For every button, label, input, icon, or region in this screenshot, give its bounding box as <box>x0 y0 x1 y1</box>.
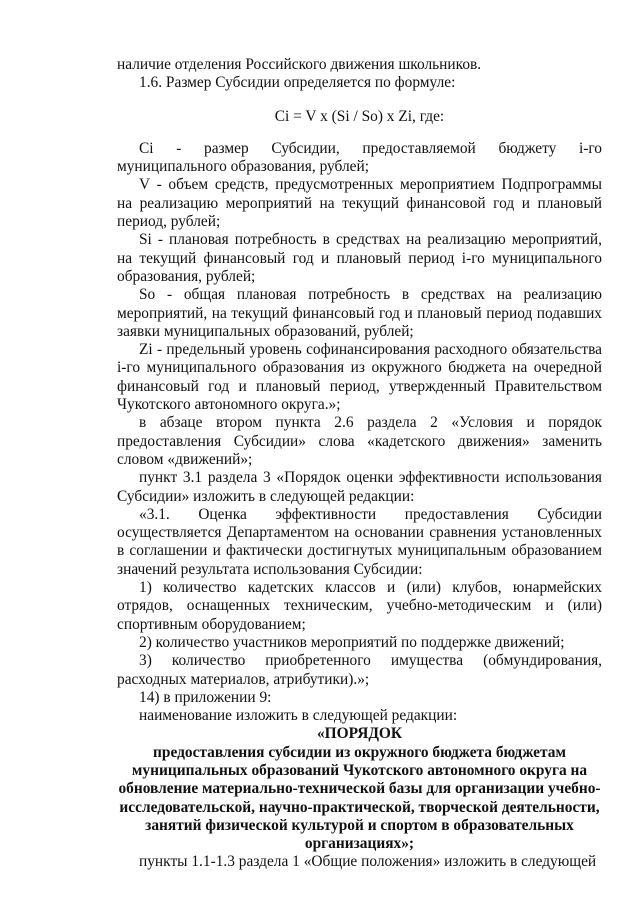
paragraph-zi-definition: Zi - предельный уровень софинансирования расходного обязательства i-го муниципального образования из окружного бюджета на очередной финансовый год и плановый период, утвержденный Правительством Чукотского автономного округа.»; <box>117 341 602 414</box>
list-item-1: 1) количество кадетских классов и (или) клубов, юнармейских отрядов, оснащенных техническим, учебно-методическим и (или) спортивным оборудованием; <box>117 579 602 633</box>
paragraph-item-2-6: в абзаце втором пункта 2.6 раздела 2 «Условия и порядок предоставления Субсидии» слова «кадетского движения» заменить словом «движений»; <box>117 414 602 468</box>
paragraph-si-definition: Si - плановая потребность в средствах на реализацию мероприятий, на текущий финансовый год и плановый период i-го муниципального образования, рублей; <box>117 231 602 285</box>
paragraph-section-1: пункты 1.1-1.3 раздела 1 «Общие положения» изложить в следующей <box>139 853 597 871</box>
list-item-3: 3) количество приобретенного имущества (обмундирования, расходных материалов, атрибутики).»; <box>117 652 602 688</box>
paragraph-appendix-9: 14) в приложении 9: <box>139 688 272 706</box>
paragraph-so-definition: So - общая плановая потребность в средствах на реализацию мероприятий, на текущий финансовый год и плановый период подавших заявки муниципальных образований, рублей; <box>117 286 602 340</box>
paragraph-3-1-text: «3.1. Оценка эффективности предоставления Субсидии осуществляется Департаментом на основании сравнения установленных в соглашении и фактически достигнутых муниципальным образованием значений результата использования Субсидии: <box>117 505 602 578</box>
formula: Ci = V x (Si / So) x Zi, где: <box>274 107 445 125</box>
paragraph-1-6: 1.6. Размер Субсидии определяется по формуле: <box>139 74 456 92</box>
list-item-2: 2) количество участников мероприятий по поддержке движений; <box>139 633 565 651</box>
paragraph-item-3-1: пункт 3.1 раздела 3 «Порядок оценки эффективности использования Субсидии» изложить в следующей редакции: <box>117 469 602 505</box>
paragraph-v-definition: V - объем средств, предусмотренных мероприятием Подпрограммы на реализацию мероприятий на текущий финансовой год и плановый период, рублей; <box>117 176 602 231</box>
paragraph-name-change: наименование изложить в следующей редакции: <box>139 707 458 725</box>
paragraph-school-movement: наличие отделения Российского движения школьников. <box>117 56 482 73</box>
paragraph-ci-definition: Ci - размер Субсидии, предоставляемой бюджету i-го муниципального образования, рублей; <box>117 139 602 176</box>
order-heading <box>117 725 602 853</box>
order-heading-subtitle: предоставления субсидии из окружного бюджета бюджетам муниципальных образований Чукотского автономного округа на обновление материально-технической базы для организации учебно-исследовательской, научно-практической, творческой деятельности, занятий физической культурой и спортом в образовательных организациях»; <box>118 743 601 853</box>
order-heading-title: «ПОРЯДОК <box>316 725 403 743</box>
